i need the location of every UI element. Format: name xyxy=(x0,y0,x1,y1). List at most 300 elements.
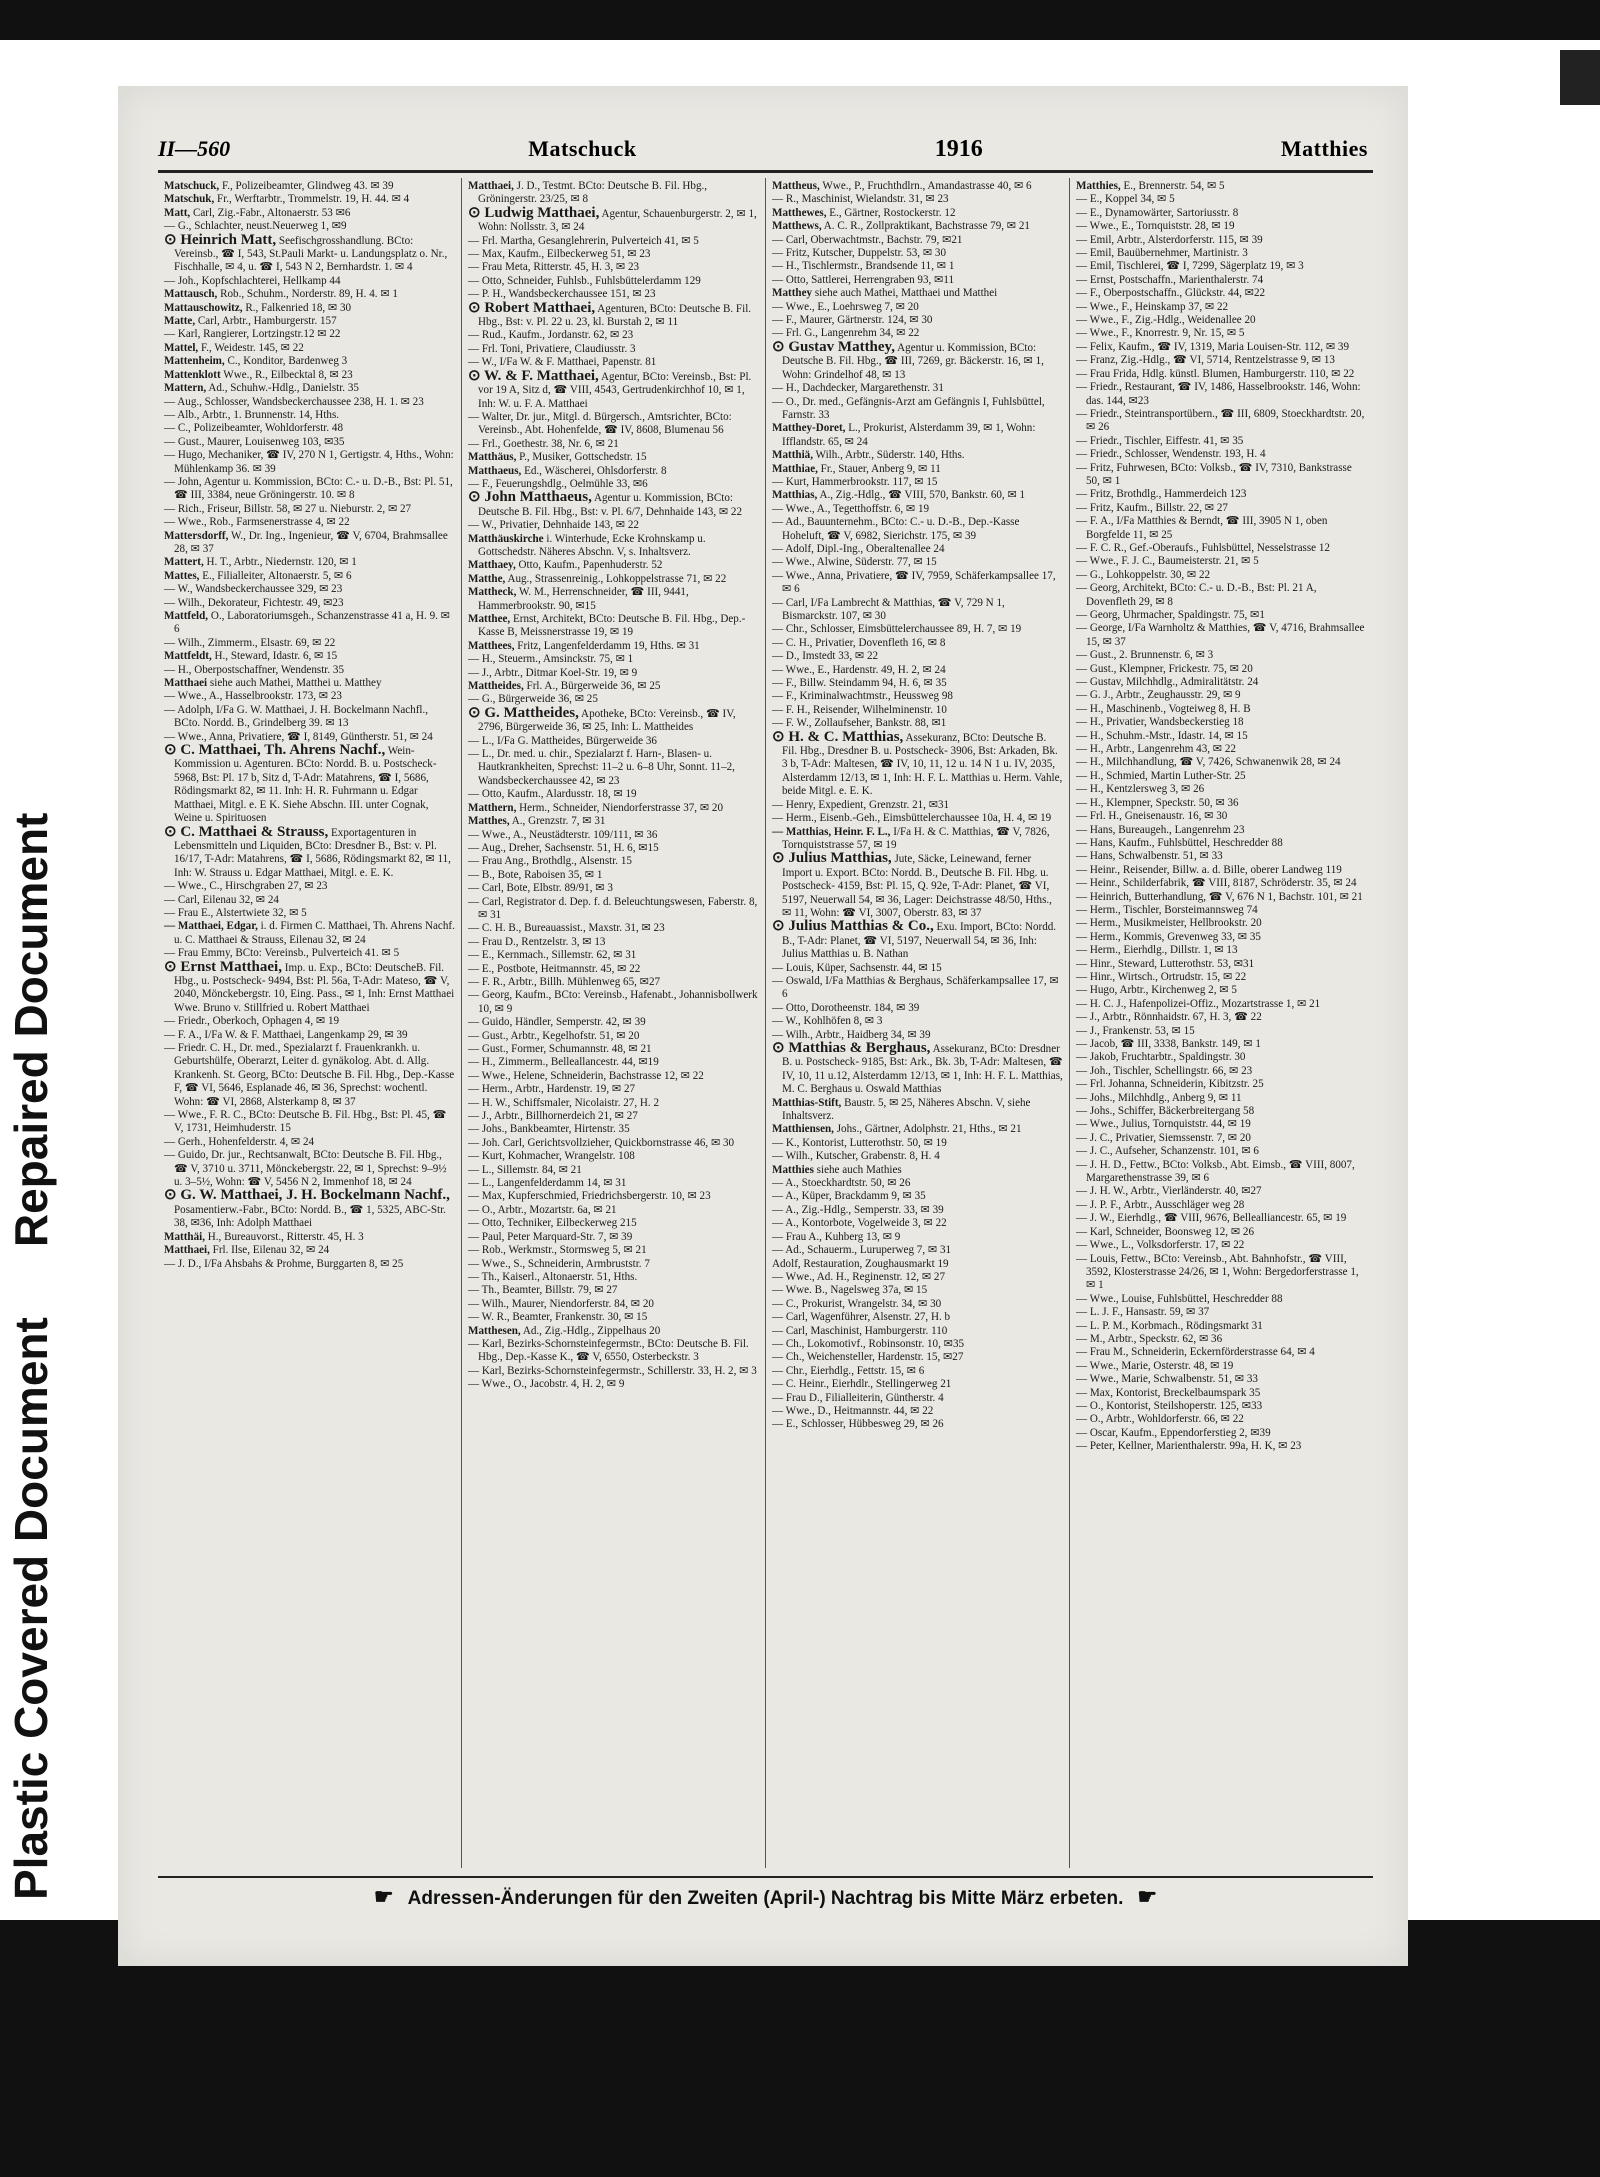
entry-details: — Wwe., E., Tornquiststr. 28, ✉ 19 xyxy=(1076,220,1235,233)
entry-details: Ad., Zig.-Hdlg., Zippelhaus 20 xyxy=(520,1324,661,1337)
entry-details: — Gust., Maurer, Louisenweg 103, ✉35 xyxy=(164,435,345,448)
directory-entry xyxy=(468,180,759,207)
entry-details: — Georg, Architekt, BCto: C.- u. D.-B., Bst: Pl. 21 A, Dovenfleth 29, ✉ 8 xyxy=(1076,582,1317,608)
directory-entry xyxy=(772,338,1063,382)
directory-entry xyxy=(772,1284,1063,1297)
entry-details: — Fritz, Brothdlg., Hammerdeich 123 xyxy=(1076,488,1247,501)
entry-name: — Matthaei, Edgar, xyxy=(164,920,258,933)
entry-name: ⊙ G. W. Matthaei, J. H. Bockelmann Nachf., xyxy=(164,1187,450,1204)
directory-entry xyxy=(468,586,759,613)
directory-entry xyxy=(468,855,759,868)
entry-details: — Adolf, Dipl.-Ing., Oberaltenallee 24 xyxy=(772,542,945,555)
directory-entry xyxy=(1076,958,1367,971)
entry-details: — J. H. D., Fettw., BCto: Volksb., Abt. Eimsb., ☎ VIII, 8007, Margarethenstrasse 39, ✉ 6 xyxy=(1076,1158,1355,1185)
entry-details: — Wwe., A., Hasselbrookstr. 173, ✉ 23 xyxy=(164,690,342,703)
entry-name: Mattel, xyxy=(164,341,199,354)
directory-entry xyxy=(772,690,1063,703)
entry-details: Ernst, Architekt, BCto: Deutsche B. Fil. Hbg., Dep.-Kasse B, Meissnerstrasse 19, ✉ 19 xyxy=(478,613,746,639)
directory-entry xyxy=(164,436,455,449)
directory-entry xyxy=(164,516,455,529)
directory-entry xyxy=(772,543,1063,556)
directory-entry xyxy=(1076,1413,1367,1426)
directory-entry xyxy=(1076,234,1367,247)
directory-entry xyxy=(164,1244,455,1257)
directory-entry xyxy=(164,610,455,637)
directory-entry xyxy=(772,274,1063,287)
directory-entry xyxy=(772,207,1063,220)
directory-entry xyxy=(1076,1333,1367,1346)
entry-details: Agentur u. Kommission, BCto: Deutsche B. Fil. Hbg., Bst: v. Pl. 6/7, Dehnhaide 143, ✉ 22 xyxy=(478,492,743,518)
directory-entry xyxy=(1076,488,1367,501)
entry-details: I/Fa H. & C. Matthias, ☎ V, 7826, Tornquiststrasse 57, ✉ 19 xyxy=(782,825,1050,851)
entry-details: — Johs., Bankbeamter, Hirtenstr. 35 xyxy=(468,1123,630,1136)
entry-details: — Wwe., Marie, Osterstr. 48, ✉ 19 xyxy=(1076,1359,1234,1372)
entry-details: — J. C., Privatier, Siemssenstr. 7, ✉ 20 xyxy=(1076,1131,1251,1144)
entry-name: Matthias-Stift, xyxy=(772,1096,842,1109)
entry-details: Agentur u. Kommission, BCto: Deutsche B. Fil. Hbg., ☎ III, 7269, gr. Bäckerstr. 16, ✉ 1, Wohn: Grindelhof 48, ✉ 13 xyxy=(782,341,1044,381)
directory-entry xyxy=(164,556,455,569)
entry-name: ⊙ Julius Matthias, xyxy=(772,850,892,867)
directory-entry xyxy=(468,963,759,976)
entry-details: — Carl, Bote, Elbstr. 89/91, ✉ 3 xyxy=(468,882,613,895)
entry-details: H., Bureauvorst., Ritterstr. 45, H. 3 xyxy=(204,1230,364,1243)
directory-entry xyxy=(1076,341,1367,354)
entry-details: — Emil, Bauübernehmer, Martinistr. 3 xyxy=(1076,247,1248,260)
entry-name: Matthesen, xyxy=(468,1324,521,1337)
entry-details: F., Polizeibeamter, Glindweg 43. ✉ 39 xyxy=(219,180,394,192)
entry-details: — M., Arbtr., Speckstr. 62, ✉ 36 xyxy=(1076,1332,1223,1345)
entry-name: Mattauschowitz, xyxy=(164,301,243,314)
directory-entry xyxy=(772,234,1063,247)
directory-entry xyxy=(164,503,455,516)
entry-name: Matthern, xyxy=(468,801,517,814)
directory-entry xyxy=(772,826,1063,853)
entry-name: Matthey-Doret, xyxy=(772,422,846,435)
entry-details: — Heinr., Schilderfabrik, ☎ VIII, 8187, Schröderstr. 35, ✉ 24 xyxy=(1076,877,1357,890)
entry-details: — H., Klempner, Speckstr. 50, ✉ 36 xyxy=(1076,796,1239,809)
entry-details: Wwe., R., Eilbecktal 8, ✉ 23 xyxy=(220,368,353,381)
directory-entry xyxy=(1076,971,1367,984)
directory-entry xyxy=(1076,716,1367,729)
pointing-hand-icon: ☛ xyxy=(1137,1884,1158,1909)
entry-details: — O., Arbtr., Wohldorferstr. 66, ✉ 22 xyxy=(1076,1413,1244,1426)
directory-entry xyxy=(164,1258,455,1271)
entry-details: — Carl, Wagenführer, Alsenstr. 27, H. b xyxy=(772,1311,951,1324)
directory-entry xyxy=(468,748,759,788)
directory-entry xyxy=(468,261,759,274)
directory-entry xyxy=(1076,703,1367,716)
entry-details: — Alb., Arbtr., 1. Brunnenstr. 14, Hths. xyxy=(164,408,340,421)
entry-details: Assekuranz, BCto: Deutsche B. Fil. Hbg., Dresdner B. u. Postscheck- 3906, Bst: Arkaden, Bk. 3 b, T-Adr: Maltesen, ☎ IV, 10, 11, 12 u. 14 N 1 u. IV, 2035, Alsterdamm 12/13, ✉ 1, Inh: H. F. L. Matthias u. Herm. Vahle, beide Mitgl. e. E. K. xyxy=(782,731,1063,798)
entry-details: — Hans, Bureaugeh., Langenrehm 23 xyxy=(1076,823,1245,836)
entry-name: Matthes, xyxy=(468,815,510,828)
entry-details: O., Laboratoriumsgeh., Schanzenstrasse 41 a, H. 9. ✉ 6 xyxy=(174,610,450,636)
entry-details: — Carl, I/Fa Lambrecht & Matthias, ☎ V, 729 N 1, Bismarckstr. 107, ✉ 30 xyxy=(772,596,1005,622)
entry-name: ⊙ W. & F. Matthaei, xyxy=(468,367,599,384)
directory-entry xyxy=(468,1110,759,1123)
directory-entry xyxy=(1076,1185,1367,1198)
directory-entry xyxy=(1076,448,1367,461)
directory-entry xyxy=(164,315,455,328)
directory-entry xyxy=(772,1137,1063,1150)
entry-details: — Karl, Schneider, Boonsweg 12, ✉ 26 xyxy=(1076,1225,1255,1238)
directory-entry xyxy=(164,302,455,315)
directory-entry xyxy=(468,1204,759,1217)
directory-entry xyxy=(1076,1065,1367,1078)
entry-details: W., Dr. Ing., Ingenieur, ☎ V, 6704, Brahmsallee 28, ✉ 37 xyxy=(174,529,448,555)
directory-entry xyxy=(1076,314,1367,327)
entry-details: — G., Bürgerweide 36, ✉ 25 xyxy=(468,693,598,706)
entry-details: — L., I/Fa G. Mattheides, Bürgerweide 36 xyxy=(468,734,657,747)
entry-name: ⊙ John Matthaeus, xyxy=(468,489,592,506)
entry-details: C., Konditor, Bardenweg 3 xyxy=(224,355,348,368)
entry-details: — C. H. B., Bureauassist., Maxstr. 31, ✉ 23 xyxy=(468,922,665,935)
directory-entry xyxy=(1076,1320,1367,1333)
last-headword: Matthies xyxy=(1280,136,1368,161)
entry-details: — Wwe., F., Knorrestr. 9, Nr. 15, ✉ 5 xyxy=(1076,327,1245,340)
entry-details: — Guido, Händler, Semperstr. 42, ✉ 39 xyxy=(468,1016,646,1029)
column-1 xyxy=(158,178,462,1868)
entry-details: — Carl, Oberwachtmstr., Bachstr. 79, ✉21 xyxy=(772,233,963,246)
directory-entry xyxy=(1076,1212,1367,1225)
entry-details: — C. H., Privatier, Dovenfleth 16, ✉ 8 xyxy=(772,636,946,649)
directory-entry xyxy=(772,260,1063,273)
entry-details: Wilh., Arbtr., Süderstr. 140, Hths. xyxy=(812,449,965,462)
entry-name: Matthews, xyxy=(772,220,822,233)
directory-entry xyxy=(164,894,455,907)
entry-details: — Carl, Maschinist, Hamburgerstr. 110 xyxy=(772,1324,948,1337)
directory-entry xyxy=(468,519,759,532)
entry-details: — D., Imstedt 33, ✉ 22 xyxy=(772,650,879,663)
directory-entry xyxy=(772,1164,1063,1177)
directory-entry xyxy=(164,382,455,395)
directory-entry xyxy=(1076,1051,1367,1064)
directory-entry xyxy=(1076,797,1367,810)
footer-notice xyxy=(158,1884,1373,1910)
entry-details: — Karl, Rangierer, Lortzingstr.12 ✉ 22 xyxy=(164,328,341,341)
directory-entry xyxy=(772,852,1063,920)
entry-details: — H. C. J., Hafenpolizei-Offiz., Mozartstrasse 1, ✉ 21 xyxy=(1076,997,1321,1010)
entry-details: — H., Steuerm., Amsinckstr. 75, ✉ 1 xyxy=(468,653,634,666)
entry-details: — J., Frankenstr. 53, ✉ 15 xyxy=(1076,1024,1195,1037)
directory-entry xyxy=(1076,891,1367,904)
directory-entry xyxy=(164,328,455,341)
entry-name: Matthies, xyxy=(1076,180,1121,192)
entry-details: — C. Heinr., Eierhdlr., Stellingerweg 21 xyxy=(772,1378,952,1391)
directory-entry xyxy=(1076,1239,1367,1252)
directory-entry xyxy=(1076,207,1367,220)
directory-entry xyxy=(468,1164,759,1177)
directory-entry xyxy=(468,613,759,640)
entry-details: Agentur, Schauenburgerstr. 2, ✉ 1, Wohn: Nollsstr. 3, ✉ 24 xyxy=(478,207,757,234)
entry-name: Matthaei, xyxy=(164,1244,210,1257)
entry-details: — Max, Kupferschmied, Friedrichsbergerstr. 10, ✉ 23 xyxy=(468,1190,711,1203)
entry-details: — C., Prokurist, Wrangelstr. 34, ✉ 30 xyxy=(772,1297,942,1310)
entry-details: — Ch., Lokomotivf., Robinsonstr. 10, ✉35 xyxy=(772,1337,965,1350)
directory-entry xyxy=(1076,1092,1367,1105)
entry-name: Matthäus, xyxy=(468,451,517,464)
directory-entry xyxy=(1076,1253,1367,1293)
directory-entry xyxy=(164,180,455,193)
entry-name: Matthias, xyxy=(772,489,818,502)
entry-details: — L. P. M., Korbmach., Rödingsmarkt 31 xyxy=(1076,1319,1263,1332)
entry-details: — F., Feuerungshdlg., Oelmühle 33, ✉6 xyxy=(468,477,648,490)
directory-entry xyxy=(468,1190,759,1203)
entry-details: — H., Schuhm.-Mstr., Idastr. 14, ✉ 15 xyxy=(1076,729,1248,742)
entry-name: ⊙ C. Matthaei & Strauss, xyxy=(164,823,329,840)
directory-entry xyxy=(1076,1346,1367,1359)
entry-details: — J. W., Eierhdlg., ☎ VIII, 9676, Bellealliancestr. 65, ✉ 19 xyxy=(1076,1212,1347,1225)
entry-details: — Jacob, ☎ III, 3338, Bankstr. 149, ✉ 1 xyxy=(1076,1038,1261,1050)
directory-entry xyxy=(772,1190,1063,1203)
directory-entry xyxy=(1076,1132,1367,1145)
directory-entry xyxy=(772,1231,1063,1244)
directory-entry xyxy=(164,1015,455,1028)
directory-entry xyxy=(1076,756,1367,769)
directory-entry xyxy=(164,664,455,677)
directory-entry xyxy=(468,451,759,464)
entry-details: E., Gärtner, Rostockerstr. 12 xyxy=(826,206,956,219)
entry-details: — B., Bote, Raboisen 35, ✉ 1 xyxy=(468,868,603,881)
entry-details: — Henry, Expedient, Grenzstr. 21, ✉31 xyxy=(772,798,950,811)
directory-entry xyxy=(1076,462,1367,489)
entry-details: A., Zig.-Hdlg., ☎ VIII, 570, Bankstr. 60, ✉ 1 xyxy=(817,489,1026,502)
directory-entry xyxy=(468,1271,759,1284)
directory-entry xyxy=(772,422,1063,449)
entry-details: — Friedr., Steintransportübern., ☎ III, 6809, Stoeckhardtstr. 20, ✉ 26 xyxy=(1076,407,1365,434)
directory-entry xyxy=(468,653,759,666)
directory-entry xyxy=(164,637,455,650)
entry-details: — E., Kernmach., Sillemstr. 62, ✉ 31 xyxy=(468,949,637,962)
entry-details: Agentur, BCto: Vereinsb., Bst: Pl. vor 19 A, Sitz d, ☎ VIII, 4543, Gertrudenkirchhof 10, ✉ 1, Inh: W. u. F. A. Matthaei xyxy=(478,370,752,410)
entry-details: — Frau D., Rentzelstr. 3, ✉ 13 xyxy=(468,935,606,948)
directory-entry xyxy=(772,476,1063,489)
directory-entry xyxy=(468,1365,759,1378)
entry-details: Ed., Wäscherei, Ohlsdorferstr. 8 xyxy=(521,464,667,477)
entry-details: — Frl., Goethestr. 38, Nr. 6, ✉ 21 xyxy=(468,437,619,450)
directory-entry xyxy=(164,583,455,596)
entry-details: — Friedr., Restaurant, ☎ IV, 1486, Hasselbrookstr. 146, Wohn: das. 144, ✉23 xyxy=(1076,381,1361,407)
entry-details: — Wwe., Ad. H., Reginenstr. 12, ✉ 27 xyxy=(772,1270,946,1283)
directory-entry xyxy=(1076,1145,1367,1158)
directory-entry xyxy=(772,1365,1063,1378)
entry-name: Matthiae, xyxy=(772,462,818,475)
directory-entry xyxy=(772,623,1063,636)
directory-entry xyxy=(772,1311,1063,1324)
entry-name: Mattausch, xyxy=(164,288,218,301)
entry-name: ⊙ Ludwig Matthaei, xyxy=(468,204,600,221)
entry-details: — Karl, Bezirks-Schornsteinfegermstr., Schillerstr. 33, H. 2, ✉ 3 xyxy=(468,1364,757,1377)
directory-entry xyxy=(1076,193,1367,206)
entry-details: — Louis, Fettw., BCto: Vereinsb., Abt. Bahnhofstr., ☎ VIII, 3592, Klosterstrasse 24/26, ✉ 1, Wohn: Bergedorferstrasse 1, ✉ 1 xyxy=(1076,1252,1359,1292)
entry-details: Frl. A., Bürgerweide 36, ✉ 25 xyxy=(523,680,661,693)
entry-details: — Joh., Tischler, Schellingstr. 66, ✉ 23 xyxy=(1076,1064,1253,1077)
entry-name: Mattfeld, xyxy=(164,610,209,622)
entry-details: — Wwe., A., Tegetthoffstr. 6, ✉ 19 xyxy=(772,502,930,515)
entry-details: Wein-Kommission u. Agenturen. BCto: Nordd. B. u. Postscheck- 5968, Bst: Pl. 17 b, Sitz d, T-Adr: Matahrens, ☎ I, 5686, Rödingsmarkt 82, ✉ 11. Inh: H. R. Fuhrmann u. Edgar Matthaei, Mitgl. e. E K. Siehe Abschn. III. unter Cognak, Weine u. Spirituosen xyxy=(174,745,437,825)
entry-name: ⊙ Matthias & Berghaus, xyxy=(772,1040,931,1056)
directory-entry xyxy=(468,882,759,895)
directory-entry xyxy=(1076,663,1367,676)
directory-entry xyxy=(164,1109,455,1136)
entry-details: — H., Privatier, Wandsbeckerstieg 18 xyxy=(1076,716,1244,729)
right-margin xyxy=(1430,40,1600,1920)
directory-entry xyxy=(772,1204,1063,1217)
entry-name: Mattheides, xyxy=(468,680,524,693)
directory-entry xyxy=(468,922,759,935)
directory-entry xyxy=(468,1030,759,1043)
entry-details: — Gust., Arbtr., Kegelhofstr. 51, ✉ 20 xyxy=(468,1029,640,1042)
entry-details: — Carl, Eilenau 32, ✉ 24 xyxy=(164,893,279,906)
directory-entry xyxy=(1076,435,1367,448)
directory-entry xyxy=(772,193,1063,206)
directory-entry xyxy=(1076,649,1367,662)
entry-details: A. C. R., Zollpraktikant, Bachstrasse 79, ✉ 21 xyxy=(821,220,1030,233)
directory-entry xyxy=(468,1258,759,1271)
entry-details: Herm., Schneider, Niendorferstrasse 37, ✉ 20 xyxy=(516,801,724,814)
entry-details: — Otto, Sattlerei, Herrengraben 93, ✉11 xyxy=(772,273,955,286)
entry-details: — H., Schmied, Martin Luther-Str. 25 xyxy=(1076,769,1246,782)
entry-details: — Friedr., Tischler, Eiffestr. 41, ✉ 35 xyxy=(1076,434,1244,447)
directory-entry xyxy=(164,597,455,610)
directory-entry xyxy=(1076,1159,1367,1186)
entry-details: i. Winterhude, Ecke Krohnskamp u. Gottschedstr. Näheres Abschn. V, s. Inhaltsverz. xyxy=(478,532,706,558)
entry-name: ⊙ C. Matthaei, Th. Ahrens Nachf., xyxy=(164,742,386,759)
directory-entry xyxy=(1076,783,1367,796)
entry-details: — A., Küper, Brackdamm 9, ✉ 35 xyxy=(772,1190,926,1203)
directory-entry xyxy=(1076,864,1367,877)
directory-entry xyxy=(772,489,1063,502)
directory-entry xyxy=(164,958,455,1016)
entry-details: — Oswald, I/Fa Matthias & Berghaus, Schäferkampsallee 17, ✉ 6 xyxy=(772,974,1059,1001)
directory-entry xyxy=(164,231,455,275)
entry-details: — E., Schlosser, Hübbesweg 29, ✉ 26 xyxy=(772,1418,944,1431)
entry-details: — Frau Frida, Hdlg. künstl. Blumen, Hamburgerstr. 110, ✉ 22 xyxy=(1076,367,1355,380)
directory-entry xyxy=(772,1244,1063,1257)
directory-entry xyxy=(164,823,455,881)
directory-entry xyxy=(1076,1011,1367,1024)
entry-details: — E., Postbote, Heitmannstr. 45, ✉ 22 xyxy=(468,962,641,975)
entry-details: Fr., Stauer, Anberg 9, ✉ 11 xyxy=(817,462,941,475)
entry-details: — J. D., I/Fa Ahsbahs & Prohme, Burggarten 8, ✉ 25 xyxy=(164,1257,404,1270)
entry-details: — F., Oberpostschaffn., Glückstr. 44, ✉22 xyxy=(1076,287,1266,300)
entry-details: — A., Zig.-Hdlg., Semperstr. 33, ✉ 39 xyxy=(772,1203,944,1216)
directory-entry xyxy=(772,597,1063,624)
entry-details: Rob., Schuhm., Norderstr. 89, H. 4. ✉ 1 xyxy=(217,288,398,301)
year: 1916 xyxy=(934,135,983,162)
directory-entry xyxy=(164,1029,455,1042)
directory-entry xyxy=(772,920,1063,961)
entry-name: Matte, xyxy=(164,315,196,328)
directory-entry xyxy=(468,248,759,261)
entry-details: — Wwe., Louise, Fuhlsbüttel, Heschredder 88 xyxy=(1076,1292,1283,1305)
directory-entry xyxy=(772,220,1063,233)
entry-name: Mattheus, xyxy=(772,180,820,192)
entry-name: Matthaeus, xyxy=(468,464,522,477)
directory-entry xyxy=(468,842,759,855)
entry-details: — Wwe., Julius, Tornquiststr. 44, ✉ 19 xyxy=(1076,1118,1251,1131)
directory-entry xyxy=(772,314,1063,327)
directory-entry xyxy=(164,920,455,947)
directory-entry xyxy=(164,207,455,220)
directory-entry xyxy=(1076,1427,1367,1440)
entry-details: — Joh., Kopfschlachterei, Hellkamp 44 xyxy=(164,274,341,287)
directory-entry xyxy=(772,1177,1063,1190)
directory-entry xyxy=(468,1056,759,1069)
entry-details: — Hans, Schwalbenstr. 51, ✉ 33 xyxy=(1076,850,1223,863)
directory-entry xyxy=(772,463,1063,476)
entry-details: — F. C. R., Gef.-Oberaufs., Fuhlsbüttel, Nesselstrasse 12 xyxy=(1076,541,1330,554)
directory-entry xyxy=(1076,837,1367,850)
directory-entry xyxy=(1076,810,1367,823)
entry-details: — E., Dynamowärter, Sartoriusstr. 8 xyxy=(1076,206,1239,219)
directory-entry xyxy=(1076,730,1367,743)
directory-entry xyxy=(468,788,759,801)
entry-details: — Herm., Eisenb.-Geh., Eimsbüttelerchaussee 10a, H. 4, ✉ 19 xyxy=(772,812,1052,825)
entry-details: — Wwe., Rob., Farmsenerstrasse 4, ✉ 22 xyxy=(164,516,350,529)
directory-entry xyxy=(772,1042,1063,1097)
directory-entry xyxy=(468,976,759,989)
directory-entry xyxy=(1076,850,1367,863)
entry-details: — Friedr., Oberkoch, Ophagen 4, ✉ 19 xyxy=(164,1015,340,1028)
entry-details: Exu. Import, BCto: Nordd. B., T-Adr: Planet, ☎ VI, 5197, Neuerwall 54, ✉ 36, Inh: Julius Matthias u. B. Nathan xyxy=(782,921,1057,961)
directory-entry xyxy=(164,650,455,663)
directory-entry xyxy=(772,1298,1063,1311)
directory-entry xyxy=(1076,287,1367,300)
entry-details: Exportagenturen in Lebensmitteln und Liquiden, BCto: Dresdner B., Bst: v. Pl. 16/17, T-Adr: Matahrens, ☎ I, 5686, Rödingsmarkt 82, ✉ 11, Inh: W. Strauss u. Edgar Matthaei, Mitgl. e. E. K. xyxy=(174,826,451,879)
entry-details: — Aug., Schlosser, Wandsbeckerchaussee 238, H. 1. ✉ 23 xyxy=(164,395,424,408)
directory-entry xyxy=(1076,1400,1367,1413)
entry-details: Adolf, Restauration, Zoughausmarkt 19 xyxy=(772,1257,949,1270)
entry-details: Johs., Gärtner, Adolphstr. 21, Hths., ✉ 21 xyxy=(833,1123,1022,1136)
entry-name: Matthiä, xyxy=(772,449,813,462)
entry-details: — W. R., Beamter, Frankenstr. 30, ✉ 15 xyxy=(468,1311,648,1324)
entry-details: J. D., Testmt. BCto: Deutsche B. Fil. Hbg., Gröningerstr. 23/25, ✉ 8 xyxy=(478,180,708,206)
entry-details: — Herm., Kommis, Grevenweg 33, ✉ 35 xyxy=(1076,930,1261,943)
entry-details: — Frau A., Kuhberg 13, ✉ 9 xyxy=(772,1230,901,1243)
entry-details: — Chr., Eierhdlg., Fettstr. 15, ✉ 6 xyxy=(772,1364,925,1377)
directory-entry xyxy=(468,411,759,438)
directory-entry xyxy=(772,728,1063,799)
directory-entry xyxy=(468,299,759,330)
directory-entry xyxy=(468,1244,759,1257)
header-rule xyxy=(158,170,1373,173)
entry-details: — Fritz, Fuhrwesen, BCto: Volksb., ☎ IV, 7310, Bankstrasse 50, ✉ 1 xyxy=(1076,461,1352,487)
entry-name: Mattes, xyxy=(164,569,200,582)
entry-name: Matthe, xyxy=(468,572,506,585)
directory-entry xyxy=(468,1298,759,1311)
entry-details: — Chr., Schlosser, Eimsbüttelerchaussee 89, H. 7, ✉ 19 xyxy=(772,623,1022,636)
entry-details: — Wwe., Helene, Schneiderin, Bachstrasse 12, ✉ 22 xyxy=(468,1069,704,1082)
directory-entry xyxy=(1076,770,1367,783)
side-label-repaired: Repaired Document xyxy=(5,812,57,1248)
directory-entry xyxy=(1076,622,1367,649)
column-4 xyxy=(1070,178,1373,1868)
entry-details: — C., Polizeibeamter, Wohldorferstr. 48 xyxy=(164,422,344,435)
directory-entry xyxy=(1076,542,1367,555)
entry-details: — Wwe., L., Volksdorferstr. 17, ✉ 22 xyxy=(1076,1239,1245,1252)
directory-entry xyxy=(468,989,759,1016)
entry-details: — Frau M., Schneiderin, Eckernförderstrasse 64, ✉ 4 xyxy=(1076,1346,1315,1359)
directory-entry xyxy=(1076,984,1367,997)
entry-details: — Wilh., Arbtr., Haidberg 34, ✉ 39 xyxy=(772,1028,931,1041)
entry-details: Jute, Säcke, Leinewand, ferner Import u. Export. BCto: Nordd. B., Deutsche B. Fil. Hbg. u. Postscheck- 4159, Bst: Pl. 15, Q. 92e, T-Adr: Planet, ☎ VI, 5197, Neuerwall 54, ✉ 36, Lager: Deichstrasse 48/50, Hths., ✉ 11, Wohn: ☎ VI, 3007, Oberstr. 83, ✉ 37 xyxy=(782,853,1052,919)
entry-details: — Hinr., Wirtsch., Ortrudstr. 15, ✉ 22 xyxy=(1076,970,1247,983)
entry-details: — F. A., I/Fa W. & F. Matthaei, Langenkamp 29, ✉ 39 xyxy=(164,1028,408,1041)
entry-name: Matthiensen, xyxy=(772,1123,834,1136)
directory-entry xyxy=(468,1150,759,1163)
entry-details: — Georg, Kaufm., BCto: Vereinsb., Hafenabt., Johannisbollwerk 10, ✉ 9 xyxy=(468,989,758,1015)
